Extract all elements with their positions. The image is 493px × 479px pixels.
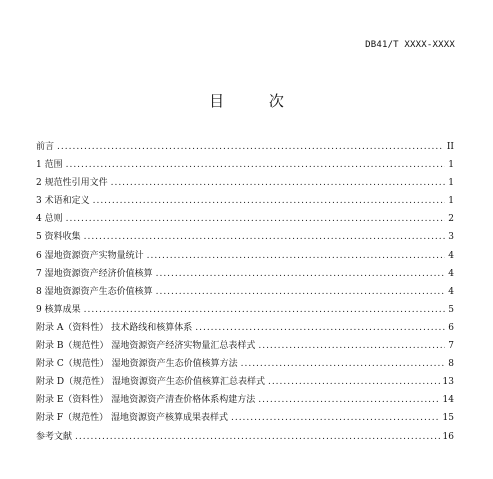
toc-entry[interactable] (36, 409, 454, 427)
toc-dot-leader (84, 228, 445, 246)
toc-entry-label: 附录 A（资料性） 技术路线和核算体系 (36, 322, 193, 333)
table-of-contents (36, 138, 454, 446)
toc-dot-leader (195, 319, 445, 337)
toc-entry[interactable] (36, 174, 454, 192)
toc-entry[interactable] (36, 192, 454, 210)
toc-entry-label: 参考文献 (36, 431, 73, 442)
toc-entry[interactable] (36, 228, 454, 246)
toc-entry[interactable] (36, 373, 454, 391)
toc-entry-label: 附录 B（规范性） 湿地资源资产经济实物量汇总表样式 (36, 341, 256, 352)
toc-entry[interactable] (36, 391, 454, 409)
toc-dot-leader (258, 337, 445, 355)
toc-entry-label: 9 核算成果 (36, 304, 81, 315)
toc-entry-label: 附录 D（规范性） 湿地资源资产生态价值核算汇总表样式 (36, 377, 265, 388)
toc-entry[interactable] (36, 210, 454, 228)
toc-dot-leader (57, 138, 444, 156)
toc-entry-page-number: 15 (442, 413, 454, 424)
toc-entry-page-number: 6 (448, 322, 454, 333)
toc-entry-label: 5 资料收集 (36, 232, 81, 243)
toc-entry-label: 附录 C（规范性） 湿地资源资产生态价值核算方法 (36, 359, 238, 370)
toc-entry-page-number: 1 (448, 196, 454, 207)
toc-entry-label: 2 规范性引用文件 (36, 178, 108, 189)
toc-entry-label: 8 湿地资源资产生态价值核算 (36, 286, 153, 297)
toc-entry-label: 3 术语和定义 (36, 196, 90, 207)
toc-dot-leader (156, 283, 445, 301)
toc-entry-page-number: 7 (448, 341, 454, 352)
toc-entry-page-number: II (446, 142, 454, 152)
toc-entry[interactable] (36, 319, 454, 337)
toc-dot-leader (156, 265, 445, 283)
toc-dot-leader (147, 247, 445, 265)
toc-entry-label: 附录 F（规范性） 湿地资源资产核算成果表样式 (36, 413, 228, 424)
toc-entry-page-number: 13 (442, 377, 454, 388)
toc-dot-leader (231, 409, 440, 427)
toc-entry[interactable] (36, 355, 454, 373)
toc-dot-leader (66, 156, 445, 174)
toc-dot-leader (75, 428, 440, 446)
toc-dot-leader (111, 174, 445, 192)
toc-entry-page-number: 1 (448, 178, 454, 189)
toc-entry[interactable] (36, 428, 454, 446)
toc-dot-leader (93, 192, 445, 210)
toc-entry-page-number: 16 (442, 431, 454, 442)
toc-entry-label: 附录 E（资料性） 湿地资源资产清查价格体系构建方法 (36, 395, 256, 406)
toc-dot-leader (258, 391, 439, 409)
toc-entry[interactable] (36, 337, 454, 355)
toc-entry[interactable] (36, 301, 454, 319)
toc-entry-page-number: 8 (448, 359, 454, 370)
toc-entry-label: 6 湿地资源资产实物量统计 (36, 250, 144, 261)
toc-entry[interactable] (36, 156, 454, 174)
toc-entry-page-number: 4 (448, 286, 454, 297)
toc-entry-page-number: 1 (448, 160, 454, 171)
toc-entry-label: 1 范围 (36, 160, 63, 171)
toc-entry-page-number: 4 (448, 268, 454, 279)
toc-entry-page-number: 14 (442, 395, 454, 406)
toc-entry-label: 4 总则 (36, 214, 63, 225)
toc-entry-page-number: 2 (448, 214, 454, 225)
page-title: 目 次 (209, 92, 304, 110)
toc-dot-leader (241, 355, 445, 373)
toc-dot-leader (84, 301, 445, 319)
toc-entry[interactable] (36, 265, 454, 283)
toc-entry-page-number: 3 (448, 232, 454, 243)
toc-dot-leader (268, 373, 440, 391)
toc-entry[interactable] (36, 138, 454, 156)
toc-entry-page-number: 4 (448, 250, 454, 261)
document-code: DB41/T XXXX-XXXX (365, 40, 455, 50)
toc-entry[interactable] (36, 283, 454, 301)
toc-entry-page-number: 5 (448, 304, 454, 315)
toc-entry[interactable] (36, 247, 454, 265)
toc-entry-label: 7 湿地资源资产经济价值核算 (36, 268, 153, 279)
toc-entry-label: 前言 (36, 142, 55, 152)
toc-dot-leader (66, 210, 445, 228)
